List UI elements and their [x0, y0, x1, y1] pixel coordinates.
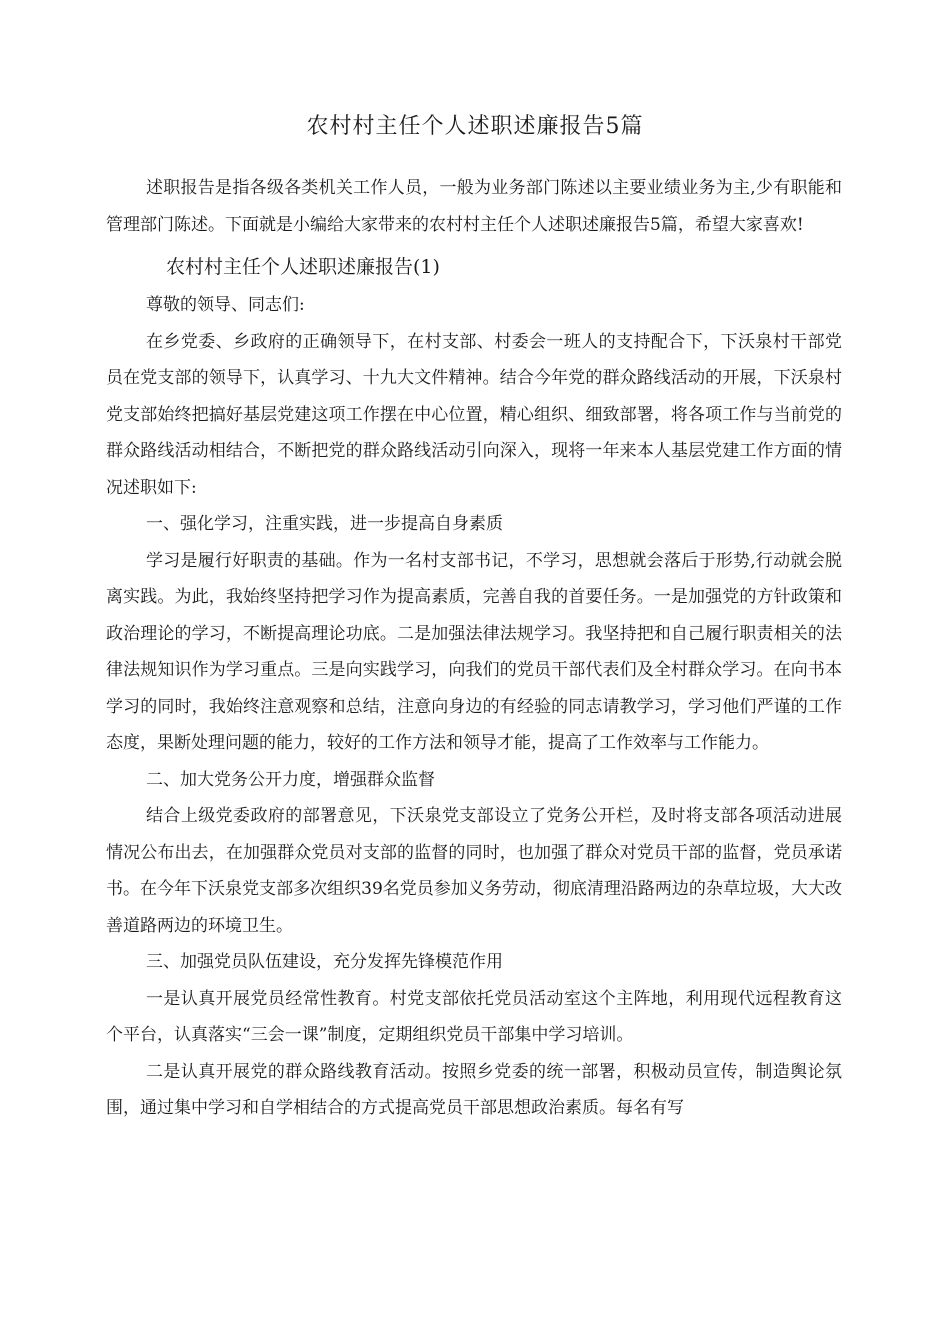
intro-paragraph: 述职报告是指各级各类机关工作人员，一般为业务部门陈述以主要业绩业务为主,少有职能和管理部门陈述。下面就是小编给大家带来的农村村主任个人述职述廉报告5篇，希望大家喜欢!: [106, 178, 842, 235]
document-title: 农村村主任个人述职述廉报告5篇: [306, 114, 644, 139]
body-paragraph: 学习是履行好职责的基础。作为一名村支部书记，不学习，思想就会落后于形势,行动就会脱离实践。为此，我始终坚持把学习作为提高素质，完善自我的首要任务。一是加强党的方针政策和政治理论的学习，不断提高理论功底。二是加强法律法规学习。我坚持把和自己履行职责相关的法律法规知识作为学习重点。三是向实践学习，向我们的党员干部代表们及全村群众学习。在向书本学习的同时，我始终注意观察和总结，注意向身边的有经验的同志请教学习，学习他们严谨的工作态度，果断处理问题的能力，较好的工作方法和领导才能，提高了工作效率与工作能力。: [106, 550, 842, 753]
document-body: [106, 170, 842, 1127]
heading-three: 三、加强党员队伍建设，充分发挥先锋模范作用: [146, 952, 503, 972]
body-paragraph: 二是认真开展党的群众路线教育活动。按照乡党委的统一部署，积极动员宣传，制造舆论氛围，通过集中学习和自学相结合的方式提高党员干部思想政治素质。每名有写: [106, 1061, 842, 1118]
body-paragraph: 在乡党委、乡政府的正确领导下，在村支部、村委会一班人的支持配合下，下沃泉村干部党员在党支部的领导下，认真学习、十九大文件精神。结合今年党的群众路线活动的开展，下沃泉村党支部始终把搞好基层党建这项工作摆在中心位置，精心组织、细致部署，将各项工作与当前党的群众路线活动相结合，不断把党的群众路线活动引向深入，现将一年来本人基层党建工作方面的情况述职如下:: [106, 331, 842, 498]
section-title: 农村村主任个人述职述廉报告(1): [166, 256, 440, 278]
heading-two: 二、加大党务公开力度，增强群众监督: [146, 769, 435, 790]
body-paragraph: 一是认真开展党员经常性教育。村党支部依托党员活动室这个主阵地，利用现代远程教育这个平台，认真落实“三会一课”制度，定期组织党员干部集中学习培训。: [106, 988, 842, 1045]
body-paragraph: 结合上级党委政府的部署意见，下沃泉党支部设立了党务公开栏，及时将支部各项活动进展情况公布出去，在加强群众党员对支部的监督的同时，也加强了群众对党员干部的监督，党员承诺书。在今年下沃泉党支部多次组织39名党员参加义务劳动，彻底清理沿路两边的杂草垃圾，大大改善道路两边的环境卫生。: [106, 806, 842, 936]
salutation: 尊敬的领导、同志们:: [146, 295, 305, 315]
heading-one: 一、强化学习，注重实践，进一步提高自身素质: [146, 514, 503, 534]
